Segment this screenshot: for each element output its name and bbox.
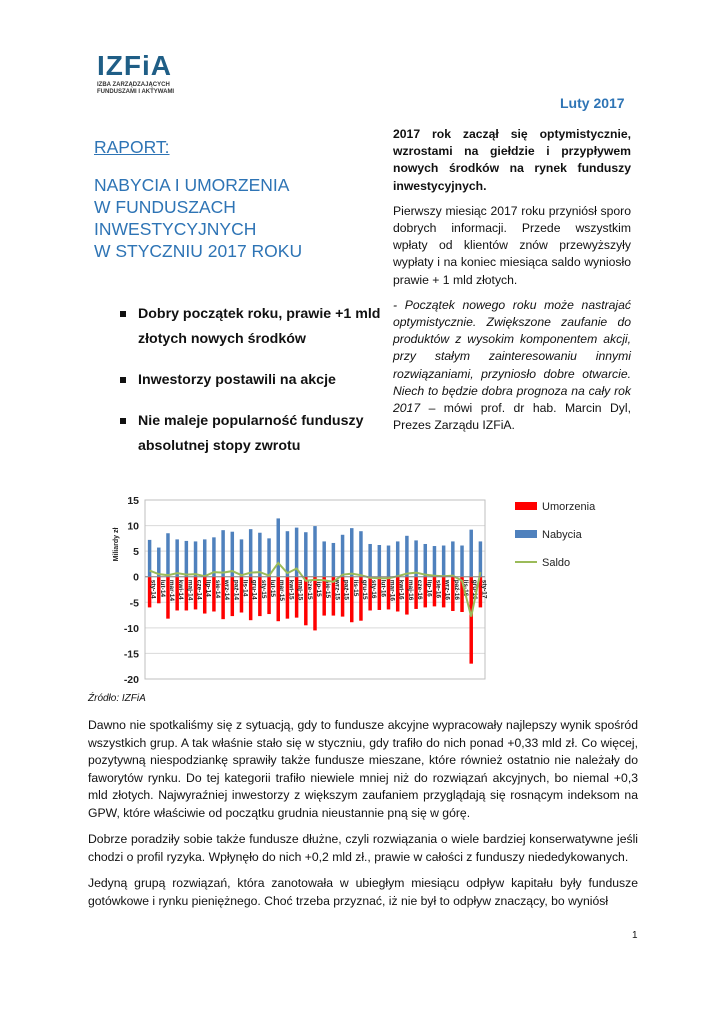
legend-swatch [515,530,537,538]
bar-nabycia [249,529,252,577]
y-tick-label: 5 [133,546,139,559]
logo-subtitle-2: FUNDUSZAMI I AKTYWAMI [97,89,175,95]
body-paragraph: Dobrze poradziły sobie także fundusze dłużne, czyli rozwiązania o wiele bardziej konserwatywne jeśli chodzi o profil ryzyka. Wpłynęło do nich +0,2 mld zł., prawie w całości z funduszy niededykowanych. [88,832,638,864]
bar-nabycia [221,530,224,577]
x-tick-label: cze-16 [416,579,424,600]
izfia-logo [97,50,197,110]
bar-nabycia [442,546,445,577]
x-tick-label: mar-16 [388,579,396,602]
key-points-list [120,302,390,475]
key-point-text: Dobry początek roku, prawie +1 mld złotych nowych środków [138,306,381,347]
x-tick-label: lis-16 [462,579,470,597]
y-tick-label: 10 [127,520,139,533]
x-tick-label: lis-15 [351,579,359,597]
x-tick-label: gru-14 [250,579,258,600]
x-tick-label: gru-16 [471,579,479,600]
y-tick-label: -20 [123,674,139,686]
x-tick-label: kwi-16 [397,579,405,600]
x-tick-label: mar-15 [278,579,286,602]
legend-swatch [515,502,537,510]
x-tick-label: lut-15 [269,579,277,598]
x-tick-label: paź-14 [232,579,240,600]
intro-paragraph: Pierwszy miesiąc 2017 roku przyniósł sporo dobrych informacji. Przede wszystkim wpłaty od klientów znów przewyższyły wypłaty i na koniec miesiąca saldo wyniosło prawie + 1 mld złotych. [393,203,631,287]
bar-nabycia [332,543,335,577]
intro-lead: 2017 rok zaczął się optymistycznie, wzrostami na giełdzie i przypływem nowych środków na rynek funduszy inwestycyjnych. [393,127,631,193]
bar-nabycia [341,535,344,577]
chart-source: Źródło: IZFiA [88,693,146,704]
bar-nabycia [396,541,399,576]
x-tick-label: gru-15 [360,579,368,600]
x-tick-label: lis-14 [241,579,249,597]
x-tick-label: sie-16 [434,579,442,599]
bar-nabycia [469,530,472,577]
bar-nabycia [313,526,316,577]
body-paragraph: Dawno nie spotkaliśmy się z sytuacją, gdy to fundusze akcyjne wypracowały najlepszy wynik spośród wszystkich grup. A tak właśnie stało się w styczniu, gdy trafiło do nich ponad +0,33 mld zł. Co więcej, pozytywną niespodziankę sprawiły także fundusze mieszane, które również ostatnio nie należały do faworytów rynku. Do tej kategorii trafiło niewiele mniej niż do rozwiązań akcyjnych, bo niemal +0,3 mld złotych. Najwyraźniej inwestorzy z większym zaufaniem przyglądają się rosnącym indeksom na GPW, które właściwie od początku grudnia nieustannie pną się w górę. [88,718,638,820]
x-tick-label: maj-15 [296,579,304,601]
bar-nabycia [368,544,371,577]
y-axis-label: Miliardy zł [113,527,120,562]
x-tick-label: lip-14 [204,579,212,597]
x-tick-label: maj-14 [186,579,194,601]
key-point-text: Nie maleje popularność funduszy absolutnej stopy zwrotu [138,413,364,454]
bullet-square-icon [120,377,126,383]
bar-nabycia [479,541,482,576]
legend-label: Umorzenia [542,501,596,513]
x-tick-label: cze-15 [305,579,313,600]
quote-text: - Początek nowego roku może nastrajać optymistycznie. Zwiększone zaufanie do produktów z wysokim komponentem akcji, przy stałym zainteresowaniu innymi rozwiązaniami, przyniosło dobre otwarcie. Niech to będzie dobra prognoza na cały rok 2017 [393,297,631,416]
bar-nabycia [405,536,408,577]
bar-nabycia [414,540,417,576]
bar-nabycia [424,544,427,577]
title-line-2: NABYCIA I UMORZENIA [94,175,290,195]
body-paragraph: Jedyną grupą rozwiązań, która zanotowała w ubiegłym miesiącu odpływ kapitału były fundusze gotówkowe i rynku pieniężnego. Choć trzeba przyznać, iż nie był to odpływ znaczący, bo wyniósł [88,876,638,908]
title-line-4: W STYCZNIU 2017 ROKU [94,241,303,261]
x-tick-label: lip-15 [315,579,322,597]
x-tick-label: sie-14 [213,579,221,599]
x-tick-label: sty-17 [480,579,488,599]
bar-nabycia [378,545,381,577]
intro-quote [393,297,631,435]
x-tick-label: mar-14 [167,579,175,602]
bar-nabycia [322,541,325,576]
x-tick-label: maj-16 [406,579,414,601]
y-tick-label: 15 [127,495,139,507]
bar-nabycia [240,539,243,576]
x-tick-label: sty-14 [149,579,157,599]
bar-nabycia [166,533,169,576]
title-line-1: RAPORT: [94,137,170,157]
key-point [120,302,390,352]
x-tick-label: sty-15 [259,579,267,599]
x-tick-label: sty-16 [370,579,378,599]
y-tick-label: -5 [129,597,139,610]
body-text [88,717,638,919]
x-tick-label: kwi-15 [287,579,295,600]
key-point [120,368,390,393]
legend-label: Saldo [542,557,571,569]
title-line-3: W FUNDUSZACH INWESTYCYJNYCH [94,197,257,239]
x-tick-label: paź-15 [342,579,350,600]
x-tick-label: kwi-14 [177,579,185,600]
bar-nabycia [350,528,353,577]
bar-nabycia [286,531,289,577]
bar-nabycia [203,539,206,576]
x-tick-label: lip-16 [425,579,433,597]
x-tick-label: lut-14 [158,579,166,598]
flows-chart [100,492,630,693]
bullet-square-icon [120,418,126,424]
intro-column [393,126,631,442]
bar-nabycia [175,539,178,576]
x-tick-label: wrz-16 [443,579,451,600]
chart-svg [100,492,630,688]
bar-nabycia [231,532,234,577]
y-tick-label: -15 [123,648,139,661]
quote-attribution: – mówi prof. dr hab. Marcin Dyl, Prezes Zarządu IZFiA. [393,401,631,433]
bar-nabycia [433,546,436,577]
x-tick-label: wrz-14 [223,579,231,600]
x-tick-label: sie-15 [324,579,332,599]
y-tick-label: 0 [133,571,139,584]
bar-nabycia [212,537,215,576]
bullet-square-icon [120,311,126,317]
key-point [120,409,390,459]
bar-nabycia [451,541,454,576]
x-tick-label: wrz-15 [333,579,341,600]
key-point-text: Inwestorzy postawili na akcje [138,372,336,388]
bar-nabycia [276,518,279,576]
report-date: Luty 2017 [560,95,625,111]
bar-nabycia [194,541,197,576]
logo-wordmark: IZFiA [97,50,172,81]
x-tick-label: lut-16 [379,579,387,598]
bar-nabycia [304,532,307,576]
bar-nabycia [258,533,261,577]
report-title [94,136,384,262]
bar-nabycia [267,538,270,576]
bar-nabycia [185,541,188,577]
x-tick-label: cze-14 [195,579,203,600]
bar-nabycia [359,531,362,577]
bar-nabycia [157,548,160,577]
page-number: 1 [632,930,638,941]
y-tick-label: -10 [123,622,139,635]
legend-label: Nabycia [542,529,582,541]
logo-subtitle-1: IZBA ZARZĄDZAJĄCYCH [97,82,170,88]
x-tick-label: paź-16 [452,579,460,600]
bar-nabycia [387,546,390,577]
bar-nabycia [460,546,463,577]
